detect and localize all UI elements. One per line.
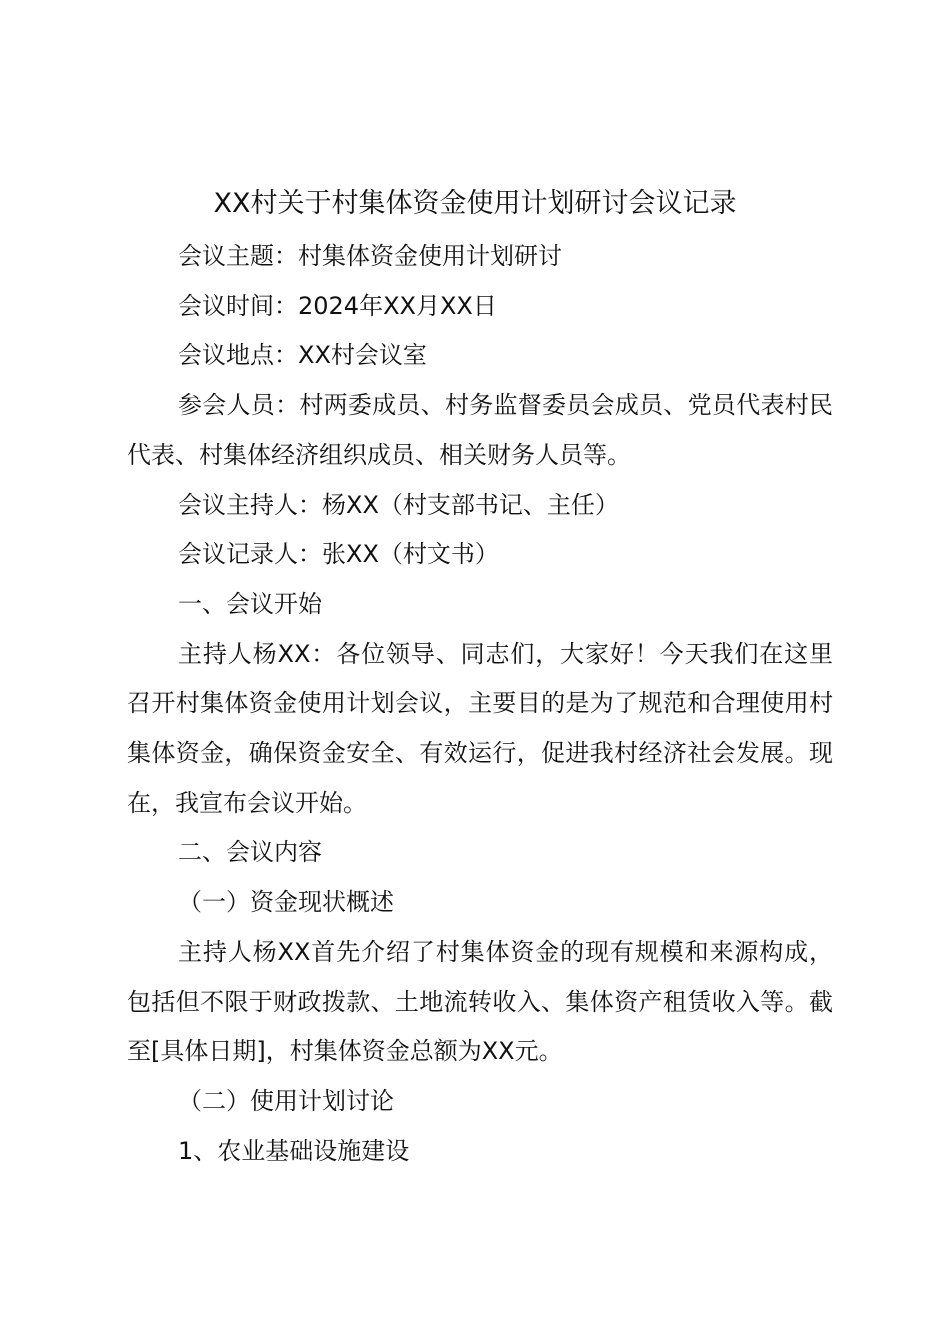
meeting-time: 会议时间：2024年XX月XX日: [178, 291, 497, 320]
meeting-recorder: 会议记录人：张XX（村文书）: [178, 540, 499, 569]
document-body: [127, 232, 833, 1176]
meeting-topic: 会议主题：村集体资金使用计划研讨: [178, 242, 562, 270]
document-title: XX村关于村集体资金使用计划研讨会议记录: [213, 188, 737, 219]
funds-overview: 主持人杨XX首先介绍了村集体资金的现有规模和来源构成，包括但不限于财政拨款、土地流转收入、集体资产租赁收入等。截至[具体日期]，村集体资金总额为XX元。: [127, 937, 833, 1066]
opening-remarks: 主持人杨XX：各位领导、同志们，大家好！今天我们在这里召开村集体资金使用计划会议，主要目的是为了规范和合理使用村集体资金，确保资金安全、有效运行，促进我村经济社会发展。现在，我宣布会议开始。: [127, 639, 833, 817]
meeting-attendees: 参会人员：村两委成员、村务监督委员会成员、党员代表村民代表、村集体经济组织成员、相关财务人员等。: [127, 391, 833, 469]
subsection-heading-2: （二）使用计划讨论: [178, 1086, 394, 1115]
meeting-host: 会议主持人：杨XX（村支部书记、主任）: [178, 490, 619, 519]
subsection-heading-1: （一）资金现状概述: [178, 888, 394, 917]
section-heading-1: 一、会议开始: [178, 589, 322, 618]
meeting-location: 会议地点：XX村会议室: [178, 341, 427, 370]
section-heading-2: 二、会议内容: [178, 838, 322, 867]
item-heading-1: 1、农业基础设施建设: [178, 1136, 410, 1165]
